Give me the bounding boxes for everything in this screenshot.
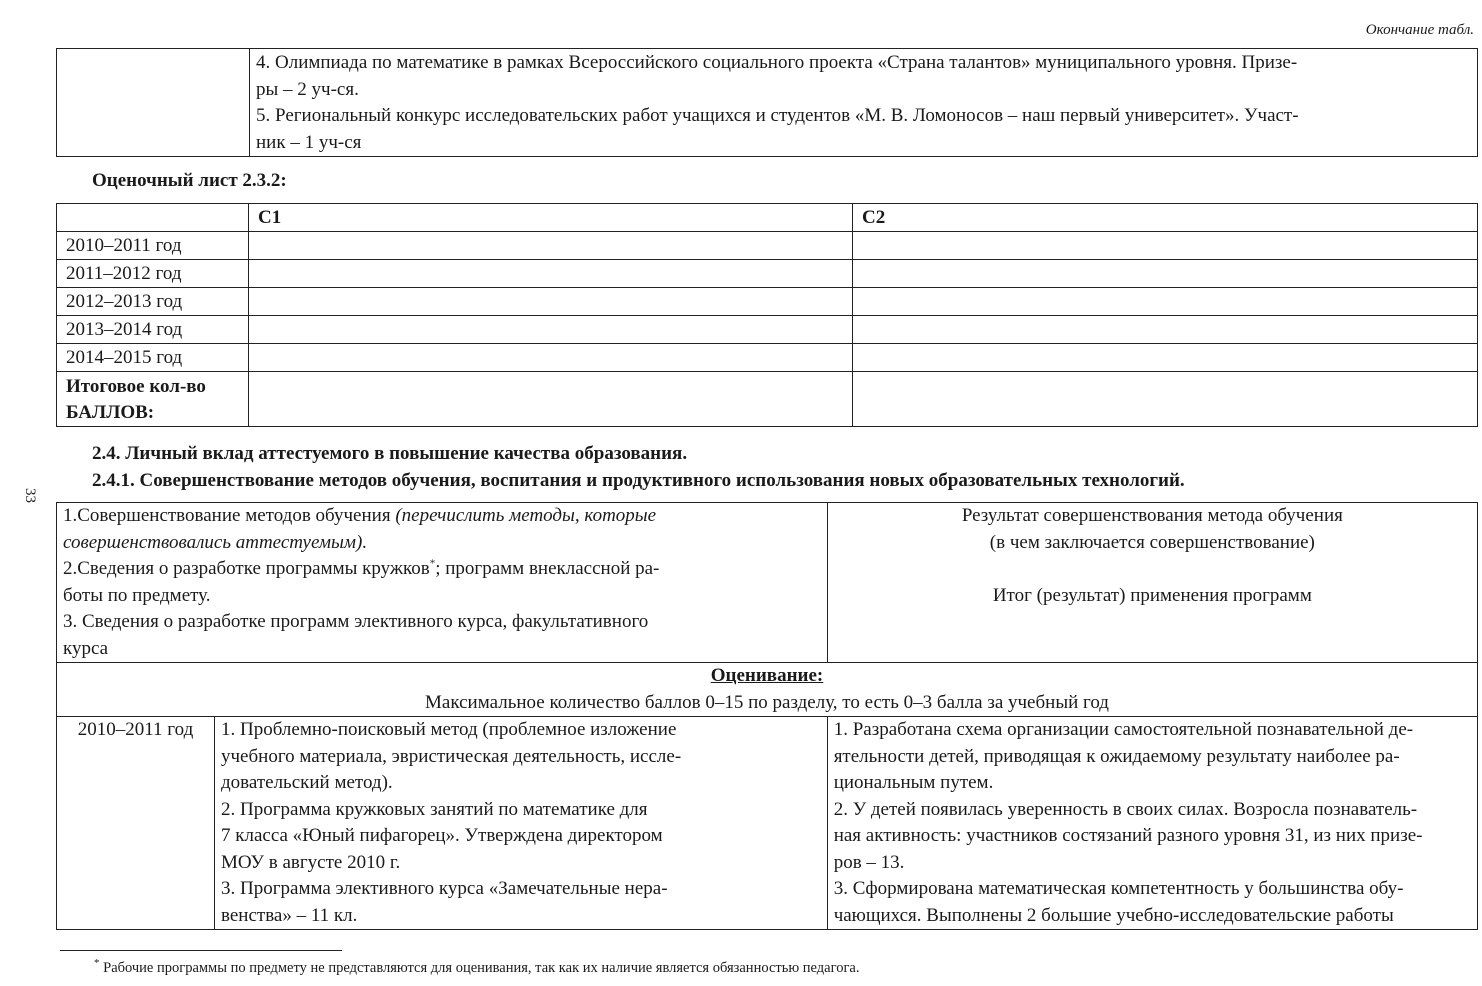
- total-c2-cell: [853, 372, 1478, 427]
- left-header-line-5: 3. Сведения о разработке программ элективного курса, факультативного: [63, 611, 649, 632]
- evaluation-title: Оценивание:: [710, 665, 824, 686]
- left-header-text: 1.Совершенствование методов обучения: [63, 505, 396, 526]
- table-row: [57, 316, 1478, 344]
- table-row: [57, 204, 1478, 232]
- assessment-sheet-table: [56, 203, 1478, 427]
- method-line-7: 3. Программа элективного курса «Замечательные нера-: [221, 878, 668, 899]
- result-line-8: чающихся. Выполнены 2 большие учебно-исследовательские работы: [833, 904, 1394, 926]
- left-header-line-2: совершенствовались аттестуемым).: [63, 531, 368, 553]
- results-cell: [827, 717, 1477, 930]
- top-line-3: 5. Региональный конкурс исследовательских работ учащихся и студентов «М. В. Ломоносов – наш первый университет». Участ-: [256, 105, 1299, 126]
- top-line-4: ник – 1 уч-ся: [256, 131, 362, 153]
- method-line-5: 7 класса «Юный пифагорец». Утверждена директором: [221, 825, 663, 846]
- footnote-mark: *: [94, 957, 100, 970]
- evaluation-cell: [57, 663, 1478, 717]
- top-table-empty-cell: [57, 49, 250, 157]
- table-row: [57, 288, 1478, 316]
- year-cell: 2014–2015 год: [57, 344, 249, 372]
- continuation-label: Окончание табл.: [1365, 22, 1474, 38]
- right-header-line-1: Результат совершенствования метода обучения: [961, 505, 1343, 526]
- footnote-mark: *: [429, 557, 436, 570]
- col-c1-header: С1: [249, 204, 853, 232]
- table-row: [57, 344, 1478, 372]
- total-label-line-2: БАЛЛОВ:: [66, 402, 155, 423]
- left-header-italic: (перечислить методы, которые: [395, 505, 657, 526]
- evaluation-text: Максимальное количество баллов 0–15 по разделу, то есть 0–3 балла за учебный год: [425, 691, 1109, 713]
- footnote-text: Рабочие программы по предмету не представляются для оценивания, так как их наличие является обязанностью педагога.: [99, 960, 860, 976]
- c2-cell: [853, 260, 1478, 288]
- left-header-line-1: [63, 503, 821, 530]
- header-empty-cell: [57, 204, 249, 232]
- section-heading-2-4: 2.4. Личный вклад аттестуемого в повышение качества образования.: [92, 443, 688, 464]
- right-header-line-3: Итог (результат) применения программ: [992, 584, 1312, 606]
- method-line-3: довательский метод).: [221, 772, 393, 793]
- result-line-7: 3. Сформирована математическая компетентность у большинства обу-: [833, 878, 1404, 899]
- year-cell: 2012–2013 год: [57, 288, 249, 316]
- c1-cell: [249, 288, 853, 316]
- method-line-6: МОУ в августе 2010 г.: [221, 851, 401, 873]
- year-cell: 2011–2012 год: [57, 260, 249, 288]
- footnote: [94, 957, 860, 977]
- section-headings: [92, 440, 1185, 494]
- left-header-line-6: курса: [63, 637, 109, 659]
- right-header-spacer: [834, 556, 1471, 583]
- result-line-2: ятельности детей, приводящая к ожидаемому результату наиболее ра-: [833, 745, 1400, 767]
- section-heading-2-4-1: 2.4.1. Совершенствование методов обучения, воспитания и продуктивного использования новых образовательных технологий.: [92, 470, 1185, 491]
- total-points-label: [57, 372, 249, 427]
- year-cell: 2010–2011 год: [57, 717, 215, 930]
- method-line-1: 1. Проблемно-поисковый метод (проблемное изложение: [221, 719, 677, 740]
- table-row: [57, 260, 1478, 288]
- left-header-line-4: боты по предмету.: [63, 584, 211, 606]
- assessment-sheet-title: Оценочный лист 2.3.2:: [92, 170, 287, 191]
- top-table: [56, 48, 1478, 157]
- c2-cell: [853, 232, 1478, 260]
- left-header-line-3: [63, 556, 821, 583]
- top-line-1: 4. Олимпиада по математике в рамках Всероссийского социального проекта «Страна талантов» муниципального уровня. Призе-: [256, 52, 1298, 73]
- c1-cell: [249, 344, 853, 372]
- method-line-4: 2. Программа кружковых занятий по математике для: [221, 798, 648, 820]
- c1-cell: [249, 232, 853, 260]
- c2-cell: [853, 344, 1478, 372]
- footnote-divider: [60, 950, 342, 951]
- col-c2-header: С2: [853, 204, 1478, 232]
- c2-cell: [853, 288, 1478, 316]
- c1-cell: [249, 316, 853, 344]
- top-line-2: ры – 2 уч-ся.: [256, 78, 359, 100]
- methods-table: [56, 502, 1478, 930]
- result-line-6: ров – 13.: [833, 851, 905, 873]
- year-cell: 2010–2011 год: [57, 232, 249, 260]
- right-header-line-2: (в чем заключается совершенствование): [989, 531, 1315, 553]
- result-line-1: 1. Разработана схема организации самостоятельной познавательной де-: [833, 719, 1414, 740]
- total-label-line-1: Итоговое кол-во: [66, 376, 206, 397]
- c1-cell: [249, 260, 853, 288]
- right-header-cell: [827, 503, 1477, 663]
- year-cell: 2013–2014 год: [57, 316, 249, 344]
- result-line-5: ная активность: участников состязаний разного уровня 31, из них призе-: [833, 825, 1423, 846]
- methods-cell: [215, 717, 828, 930]
- method-line-2: учебного материала, эвристическая деятельность, иссле-: [221, 745, 682, 767]
- left-header-l3: 2.Сведения о разработке программы кружков: [63, 558, 430, 579]
- table-row: [57, 717, 1478, 930]
- c2-cell: [853, 316, 1478, 344]
- result-line-3: циональным путем.: [833, 772, 994, 793]
- table-row: [57, 372, 1478, 427]
- left-header-cell: [57, 503, 828, 663]
- table-row: [57, 232, 1478, 260]
- table-row: [57, 663, 1478, 717]
- total-c1-cell: [249, 372, 853, 427]
- method-line-8: венства» – 11 кл.: [221, 904, 358, 926]
- top-table-content-cell: [250, 49, 1478, 157]
- page-number: 33: [22, 488, 38, 503]
- result-line-4: 2. У детей появилась уверенность в своих силах. Возросла познаватель-: [833, 798, 1418, 820]
- table-row: [57, 503, 1478, 663]
- left-header-l3-rest: ; программ внеклассной ра-: [435, 558, 660, 579]
